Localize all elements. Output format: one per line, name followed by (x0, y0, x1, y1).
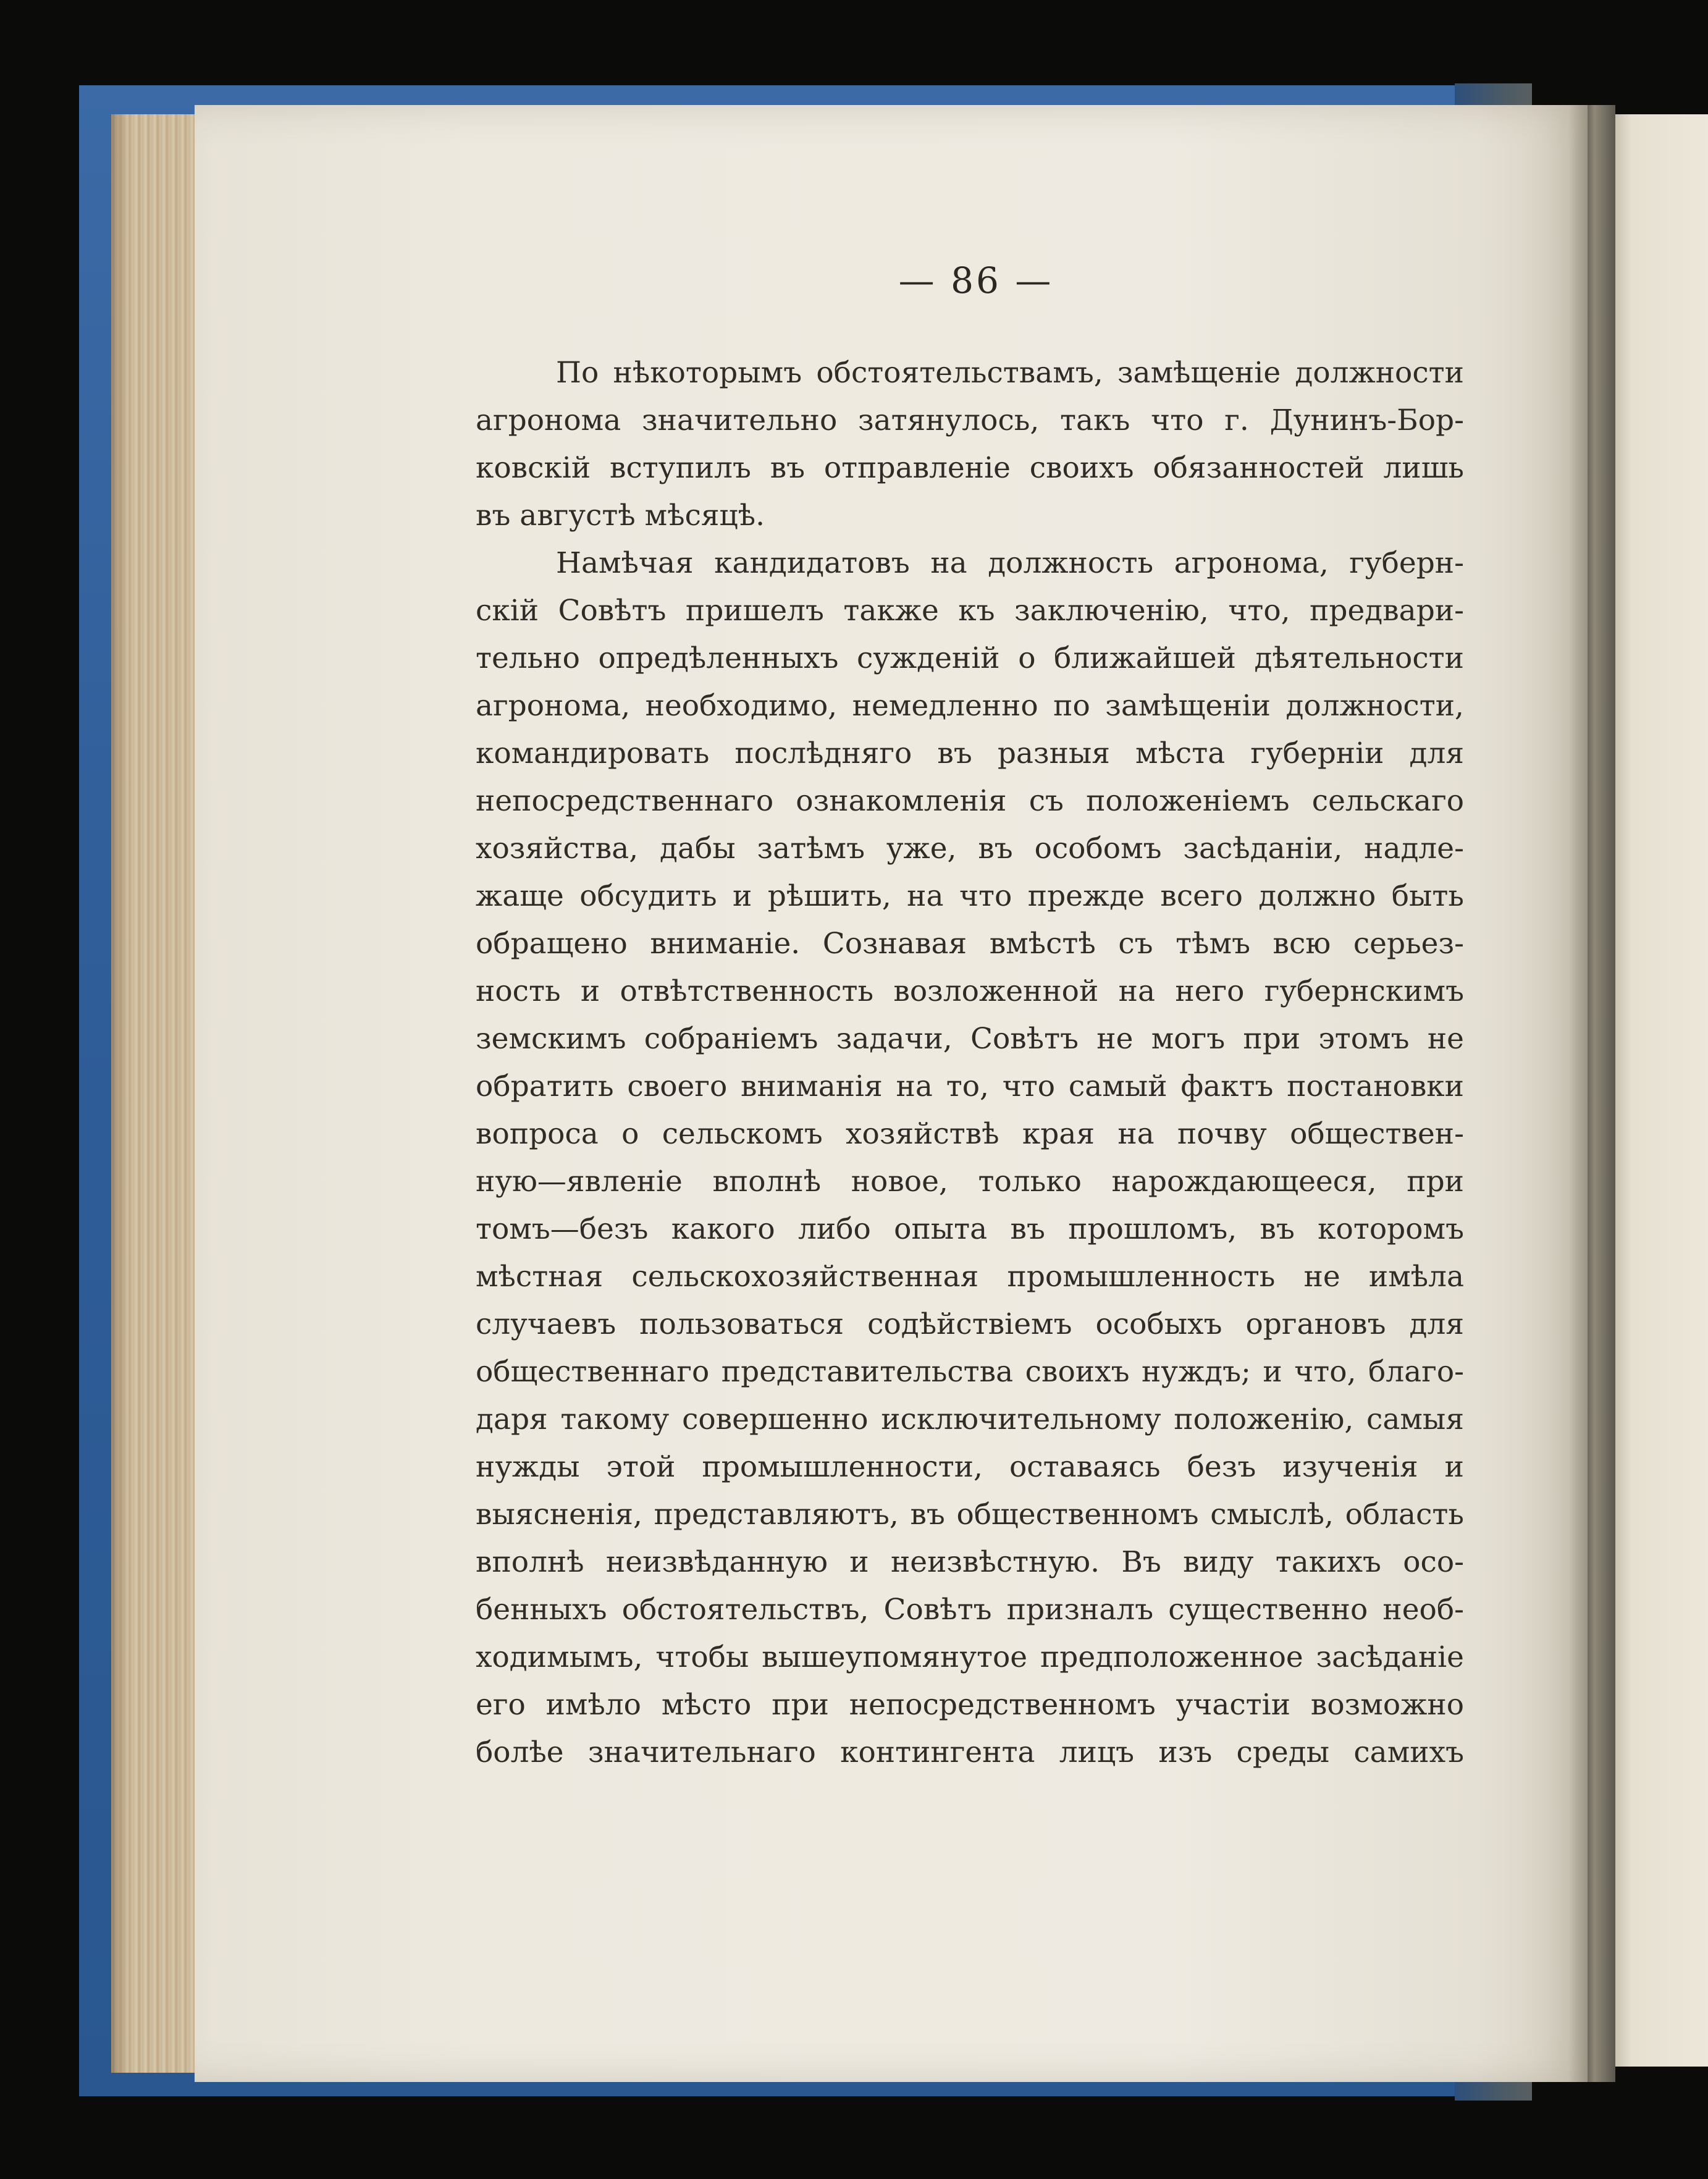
text-line: даря такому совершенно исключительному положенію, самыя (476, 1402, 1464, 1436)
page-number: — 86 — (898, 259, 1054, 301)
page-gutter (1569, 105, 1615, 2082)
text-line: ходимымъ, чтобы вышеупомянутое предположенное засѣданіе (476, 1640, 1464, 1674)
text-line: Намѣчая кандидатовъ на должность агронома, губерн- (556, 546, 1464, 580)
text-line: выясненія, представляютъ, въ общественномъ смыслѣ, область (476, 1498, 1464, 1532)
text-line: вопроса о сельскомъ хозяйствѣ края на почву обществен- (476, 1117, 1464, 1151)
page-stack-shadow (111, 114, 130, 2073)
text-line: ковскій вступилъ въ отправленіе своихъ обязанностей лишь (476, 451, 1464, 485)
text-line: земскимъ собраніемъ задачи, Совѣтъ не могъ при этомъ не (476, 1022, 1464, 1056)
text-line: непосредственнаго ознакомленія съ положеніемъ сельскаго (476, 784, 1464, 818)
text-line: его имѣло мѣсто при непосредственномъ участіи возможно (476, 1688, 1464, 1722)
text-line: вполнѣ неизвѣданную и неизвѣстную. Въ виду такихъ осо- (476, 1545, 1464, 1579)
text-line: болѣе значительнаго контингента лицъ изъ среды самихъ (476, 1735, 1464, 1769)
page-text (476, 349, 1464, 1776)
text-line: случаевъ пользоваться содѣйствіемъ особыхъ органовъ для (476, 1307, 1464, 1341)
text-line: агронома значительно затянулось, такъ что г. Дунинъ-Бор- (476, 403, 1464, 437)
text-line: томъ—безъ какого либо опыта въ прошломъ, въ которомъ (476, 1212, 1464, 1246)
text-line: ную—явленіе вполнѣ новое, только нарождающееся, при (476, 1165, 1464, 1199)
text-line: командировать послѣдняго въ разныя мѣста губерніи для (476, 736, 1464, 770)
text-line: хозяйства, дабы затѣмъ уже, въ особомъ засѣданіи, надле- (476, 832, 1464, 866)
text-line: бенныхъ обстоятельствъ, Совѣтъ призналъ существенно необ- (476, 1593, 1464, 1627)
text-line: жаще обсудить и рѣшить, на что прежде всего должно быть (476, 879, 1464, 913)
text-line: агронома, необходимо, немедленно по замѣщеніи должности, (476, 689, 1464, 723)
text-line: тельно опредѣленныхъ сужденій о ближайшей дѣятельности (476, 641, 1464, 675)
text-line: По нѣкоторымъ обстоятельствамъ, замѣщеніе должности (556, 356, 1464, 390)
text-line: обращено вниманіе. Сознавая вмѣстѣ съ тѣмъ всю серьез- (476, 927, 1464, 961)
facing-page-edge (1606, 114, 1708, 2067)
text-line: въ августѣ мѣсяцѣ. (476, 499, 765, 533)
text-line: ность и отвѣтственность возложенной на него губернскимъ (476, 974, 1464, 1008)
text-line: скій Совѣтъ пришелъ также къ заключенію, что, предвари- (476, 594, 1464, 628)
text-line: общественнаго представительства своихъ нуждъ; и что, благо- (476, 1355, 1464, 1389)
text-line: нужды этой промышленности, оставаясь безъ изученія и (476, 1450, 1464, 1484)
text-line: обратить своего вниманія на то, что самый фактъ постановки (476, 1069, 1464, 1103)
text-line: мѣстная сельскохозяйственная промышленность не имѣла (476, 1260, 1464, 1294)
